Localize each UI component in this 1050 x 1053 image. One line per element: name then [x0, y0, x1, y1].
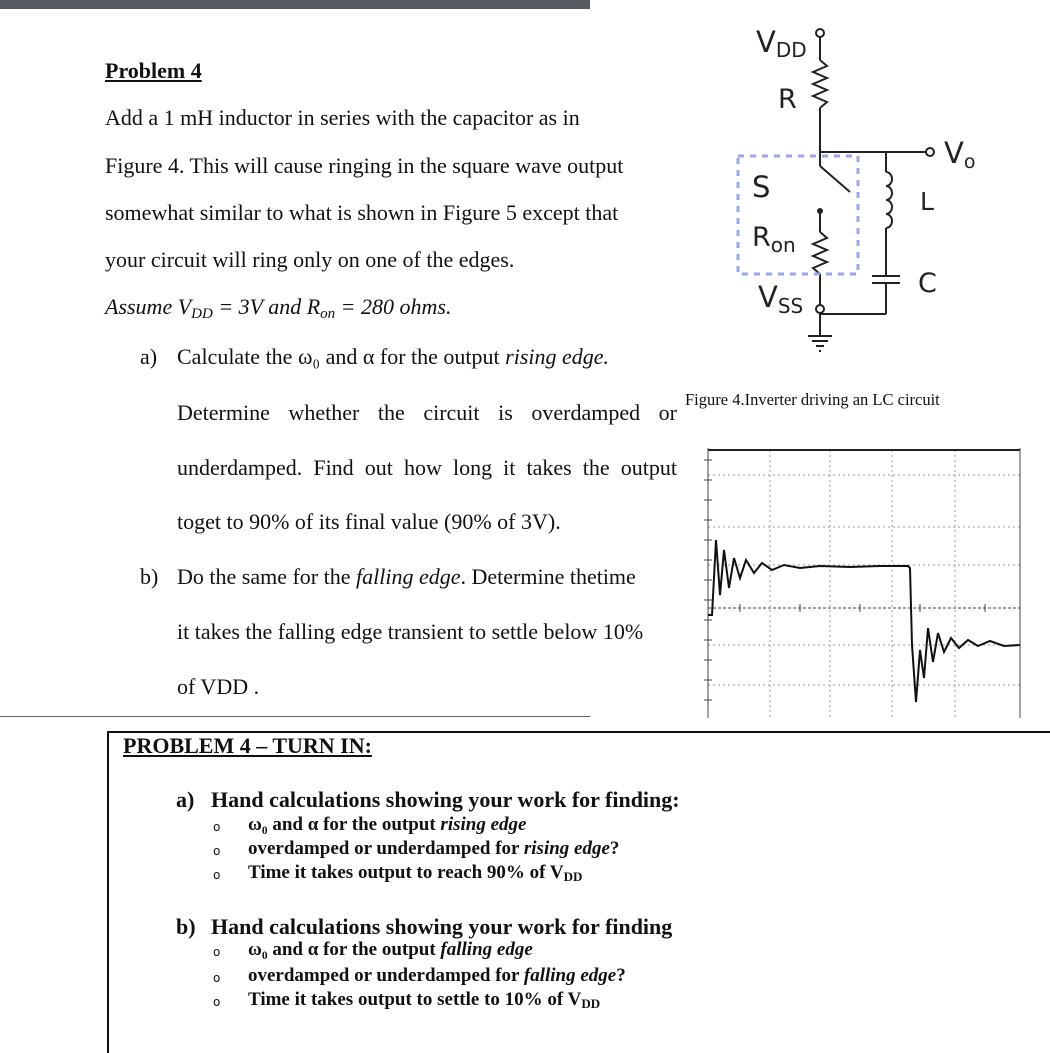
- part-b-line-3: of VDD .: [177, 674, 260, 699]
- bullet-icon: o: [213, 868, 221, 882]
- c-label: C: [918, 268, 937, 299]
- part-b-label: b): [140, 564, 159, 589]
- oscilloscope-trace: [700, 440, 1050, 720]
- inductor-l: [886, 172, 892, 228]
- resistor-r: [813, 60, 827, 108]
- assumption-line: Assume $V_{DD} = 3V$ and $R_{on} = 280$ ohms.: [105, 294, 452, 322]
- part-a-line-4: toget to 90% of its final value (90% of 3V).: [177, 509, 561, 534]
- figure-caption: Figure 4.Inverter driving an LC circuit: [685, 390, 940, 409]
- bullet-icon: o: [213, 844, 221, 858]
- turn-in-b-item-1: ω₀ and α for the output falling edge: [248, 939, 533, 960]
- r-label: R: [778, 84, 797, 115]
- l-label: L: [920, 187, 934, 216]
- vo-terminal: [926, 148, 934, 156]
- part-a-line-1: Calculate the ω₀ and α for the output rising edge.: [177, 344, 610, 369]
- vss-label: $V_{SS}$: [758, 280, 804, 318]
- turn-in-title: PROBLEM 4 – TURN IN:: [123, 733, 372, 758]
- vo-label: Vo: [944, 136, 976, 173]
- part-a-line-3: underdamped. Find out how long it takes the output: [177, 455, 677, 480]
- vdd-terminal: [816, 29, 824, 37]
- turn-in-b-header: Hand calculations showing your work for finding: [211, 914, 673, 939]
- turn-in-a-item-2: overdamped or underdamped for rising edge?: [248, 838, 620, 859]
- part-a-line-2: Determine whether the circuit is overdamped or: [177, 400, 677, 425]
- circuit-schematic: [700, 0, 1040, 380]
- part-b-line-2: it takes the falling edge transient to settle below 10%: [177, 619, 644, 644]
- turn-in-a-header: Hand calculations showing your work for finding:: [211, 787, 680, 812]
- part-a-label: a): [140, 344, 158, 369]
- turn-in-b-item-2: overdamped or underdamped for falling edge?: [248, 965, 626, 986]
- waveform: [708, 540, 1020, 702]
- top-bar: [0, 0, 590, 9]
- switch-contact: [817, 208, 823, 214]
- part-b-line-1: Do the same for the falling edge. Determine thetime: [177, 564, 636, 589]
- ron-label: $R_{on}$: [752, 222, 796, 257]
- vss-terminal: [816, 305, 824, 313]
- turn-in-b-label: b): [176, 914, 196, 939]
- s-label: S: [752, 170, 771, 204]
- axis-ticks: [704, 460, 985, 700]
- bullet-icon: o: [213, 971, 221, 985]
- section-divider: [0, 716, 590, 717]
- intro-line-2: Figure 4. This will cause ringing in the square wave output: [105, 153, 624, 178]
- problem-title: Problem 4: [105, 58, 202, 83]
- bullet-icon: o: [213, 945, 221, 959]
- turn-in-a-item-1: ω₀ and α for the output rising edge: [248, 814, 527, 835]
- turn-in-b-item-3: Time it takes output to settle to 10% of VDD: [248, 989, 601, 1011]
- vdd-label: VDD: [756, 25, 807, 62]
- switch-s: [820, 166, 850, 192]
- intro-line-1: Add a 1 mH inductor in series with the capacitor as in: [105, 105, 580, 130]
- turn-in-a-item-3: Time it takes output to reach 90% of VDD: [248, 862, 583, 884]
- intro-line-4: your circuit will ring only on one of the edges.: [105, 247, 515, 272]
- bullet-icon: o: [213, 995, 221, 1009]
- intro-line-3: somewhat similar to what is shown in Figure 5 except that: [105, 200, 619, 225]
- resistor-ron: [813, 232, 827, 274]
- bullet-icon: o: [213, 820, 221, 834]
- turn-in-a-label: a): [176, 787, 195, 812]
